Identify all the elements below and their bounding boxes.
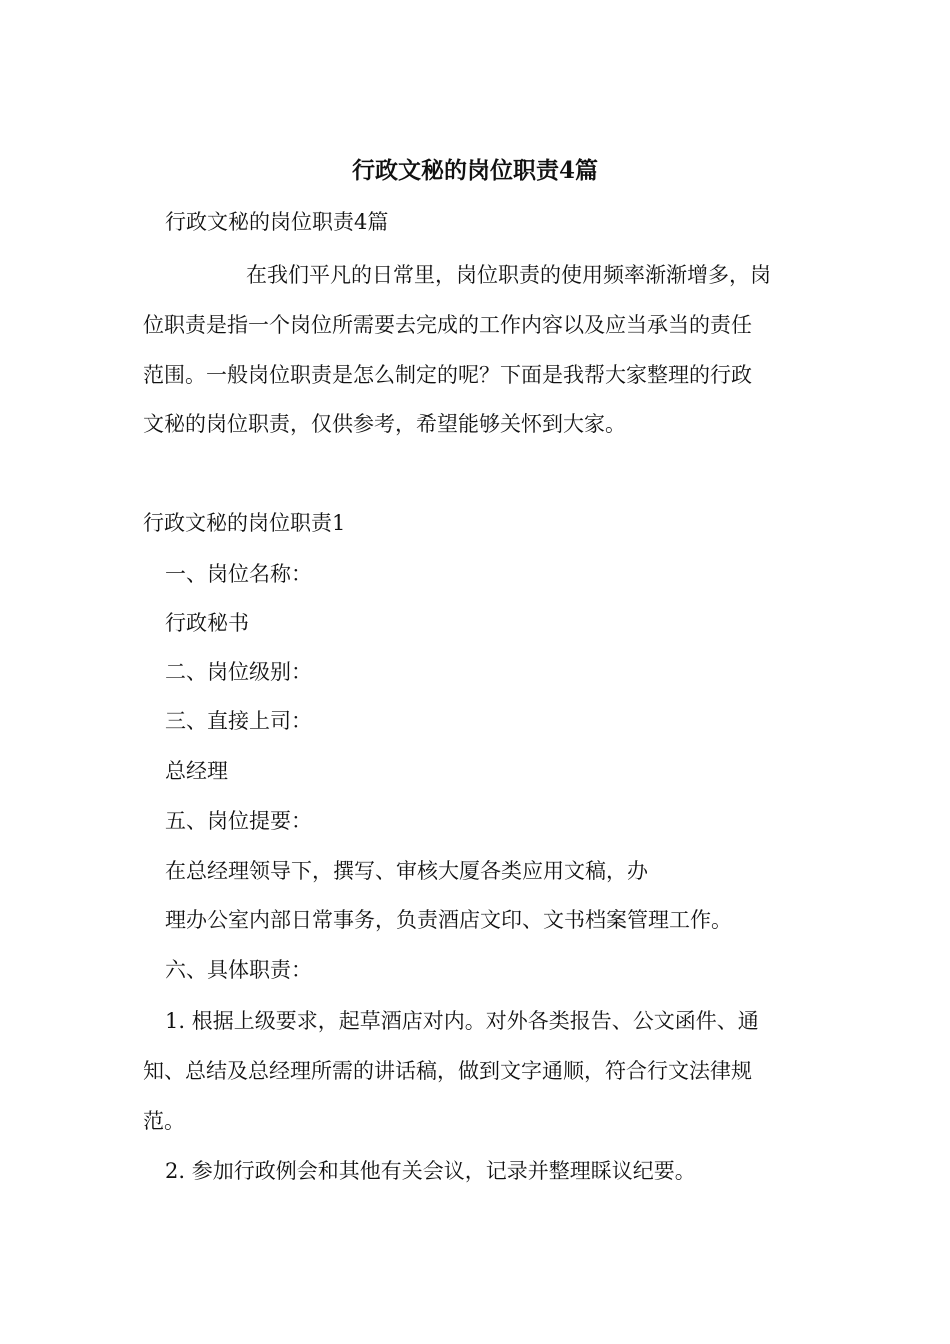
list-item: 三、直接上司： [165,709,312,733]
document-subtitle: 行政文秘的岗位职责4篇 [165,210,389,234]
document-title: 行政文秘的岗位职责4篇 [351,157,598,184]
list-item: 一、岗位名称： [165,562,312,586]
duty-line: 范。 [143,1109,185,1133]
intro-line: 范围。一般岗位职责是怎么制定的呢？下面是我帮大家整理的行政 [143,363,752,387]
section-heading: 行政文秘的岗位职责1 [143,511,346,535]
list-item: 在总经理领导下，撰写、审核大厦各类应用文稿，办 [165,859,648,883]
intro-line: 在我们平凡的日常里，岗位职责的使用频率渐渐增多，岗 [246,263,771,287]
intro-line: 文秘的岗位职责，仅供参考，希望能够关怀到大家。 [143,412,626,436]
list-item: 五、岗位提要： [165,809,312,833]
duty-line: 知、总结及总经理所需的讲话稿，做到文字通顺，符合行文法律规 [143,1059,752,1083]
duty-line: 1. 根据上级要求，起草酒店对内。对外各类报告、公文函件、通 [165,1009,759,1033]
intro-line: 位职责是指一个岗位所需要去完成的工作内容以及应当承当的责任 [143,313,752,337]
list-item: 六、具体职责： [165,958,312,982]
duty-line: 2. 参加行政例会和其他有关会议，记录并整理睬议纪要。 [165,1159,696,1183]
list-item: 总经理 [165,759,228,783]
list-item: 理办公室内部日常事务，负责酒店文印、文书档案管理工作。 [165,908,732,932]
list-item: 二、岗位级别： [165,660,312,684]
list-item: 行政秘书 [165,611,249,635]
